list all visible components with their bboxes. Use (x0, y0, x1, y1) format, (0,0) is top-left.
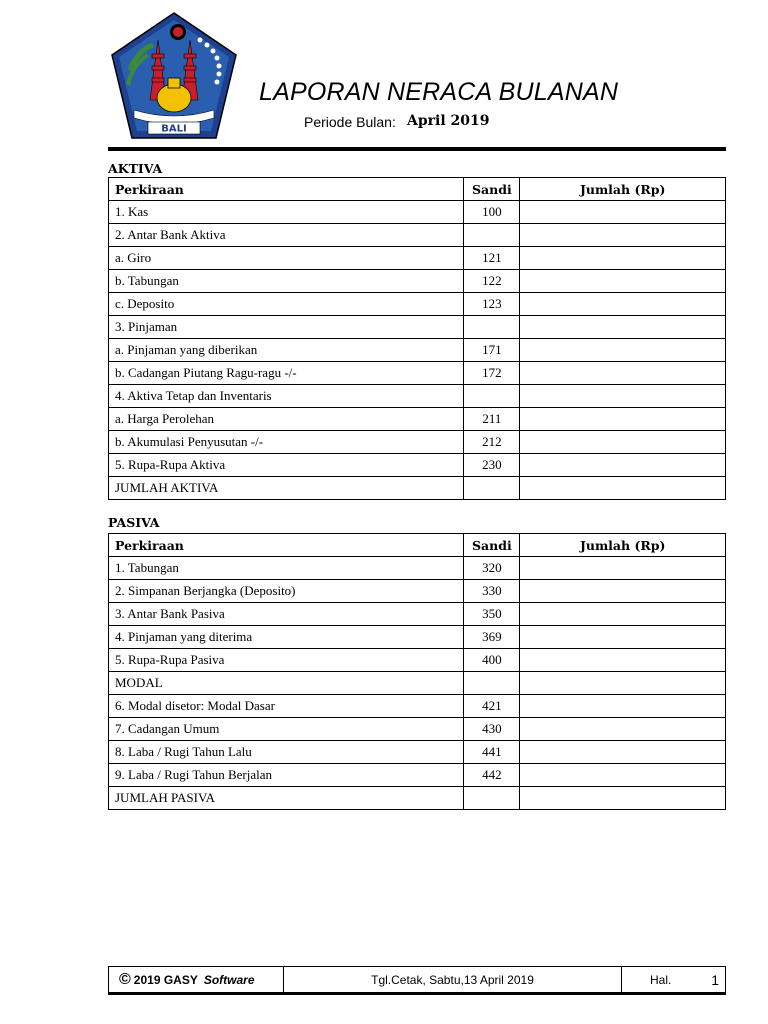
table-row (109, 316, 726, 339)
table-row (109, 408, 726, 431)
row-perkiraan: 8. Laba / Rugi Tahun Lalu (109, 741, 464, 764)
table-row (109, 672, 726, 695)
row-perkiraan: JUMLAH PASIVA (109, 787, 464, 810)
row-sandi (464, 385, 520, 408)
row-sandi (464, 672, 520, 695)
table-row (109, 385, 726, 408)
pasiva-table (108, 533, 726, 810)
row-sandi: 212 (464, 431, 520, 454)
table-row (109, 362, 726, 385)
row-sandi: 121 (464, 247, 520, 270)
table-row (109, 695, 726, 718)
row-perkiraan: 2. Simpanan Berjangka (Deposito) (109, 580, 464, 603)
row-perkiraan: 1. Tabungan (109, 557, 464, 580)
period-value: April 2019 (407, 113, 490, 129)
col-sandi: Sandi (464, 534, 520, 557)
table-row (109, 741, 726, 764)
footer-brand (109, 967, 284, 992)
period-label: Periode Bulan: (304, 114, 396, 130)
row-perkiraan: 3. Antar Bank Pasiva (109, 603, 464, 626)
row-sandi: 230 (464, 454, 520, 477)
table-row (109, 201, 726, 224)
footer-bar (108, 966, 726, 995)
aktiva-header-row (109, 178, 726, 201)
row-jumlah[interactable] (520, 764, 726, 787)
row-perkiraan: a. Pinjaman yang diberikan (109, 339, 464, 362)
row-jumlah[interactable] (520, 247, 726, 270)
row-sandi: 172 (464, 362, 520, 385)
table-row (109, 580, 726, 603)
table-row (109, 603, 726, 626)
row-perkiraan: MODAL (109, 672, 464, 695)
row-perkiraan: a. Harga Perolehan (109, 408, 464, 431)
row-jumlah[interactable] (520, 718, 726, 741)
row-sandi: 441 (464, 741, 520, 764)
table-row (109, 431, 726, 454)
row-perkiraan: JUMLAH AKTIVA (109, 477, 464, 500)
row-sandi: 442 (464, 764, 520, 787)
row-sandi: 100 (464, 201, 520, 224)
row-jumlah[interactable] (520, 454, 726, 477)
footer-print-date: Tgl.Cetak, Sabtu,13 April 2019 (284, 967, 622, 992)
row-jumlah[interactable] (520, 626, 726, 649)
copyright-icon: © (119, 970, 131, 988)
row-sandi: 211 (464, 408, 520, 431)
row-jumlah[interactable] (520, 431, 726, 454)
row-perkiraan: b. Akumulasi Penyusutan -/- (109, 431, 464, 454)
col-perkiraan: Perkiraan (109, 178, 464, 201)
table-row (109, 626, 726, 649)
table-row (109, 293, 726, 316)
row-perkiraan: 6. Modal disetor: Modal Dasar (109, 695, 464, 718)
table-row (109, 454, 726, 477)
row-perkiraan: 1. Kas (109, 201, 464, 224)
pasiva-header-row (109, 534, 726, 557)
row-jumlah[interactable] (520, 362, 726, 385)
row-perkiraan: a. Giro (109, 247, 464, 270)
row-jumlah[interactable] (520, 580, 726, 603)
aktiva-body (109, 201, 726, 500)
row-jumlah[interactable] (520, 270, 726, 293)
table-row (109, 270, 726, 293)
page-label: Hal. (650, 972, 672, 987)
row-sandi (464, 477, 520, 500)
report-title: LAPORAN NERACA BULANAN (259, 78, 619, 106)
aktiva-label: AKTIVA (108, 161, 163, 176)
row-sandi: 330 (464, 580, 520, 603)
row-sandi: 400 (464, 649, 520, 672)
row-jumlah[interactable] (520, 695, 726, 718)
footer-brand-text: 2019 GASY (133, 972, 198, 987)
row-jumlah[interactable] (520, 787, 726, 810)
row-sandi: 123 (464, 293, 520, 316)
row-jumlah[interactable] (520, 557, 726, 580)
row-sandi (464, 224, 520, 247)
row-perkiraan: 9. Laba / Rugi Tahun Berjalan (109, 764, 464, 787)
row-perkiraan: 3. Pinjaman (109, 316, 464, 339)
col-jumlah: Jumlah (Rp) (520, 178, 726, 201)
pasiva-label: PASIVA (108, 515, 160, 530)
row-sandi: 350 (464, 603, 520, 626)
row-sandi: 122 (464, 270, 520, 293)
col-sandi: Sandi (464, 178, 520, 201)
footer-page (622, 967, 726, 992)
col-jumlah: Jumlah (Rp) (520, 534, 726, 557)
col-perkiraan: Perkiraan (109, 534, 464, 557)
row-jumlah[interactable] (520, 316, 726, 339)
row-perkiraan: 7. Cadangan Umum (109, 718, 464, 741)
row-sandi: 369 (464, 626, 520, 649)
table-row (109, 787, 726, 810)
row-sandi: 430 (464, 718, 520, 741)
table-row (109, 339, 726, 362)
row-sandi: 171 (464, 339, 520, 362)
pasiva-body (109, 557, 726, 810)
row-jumlah[interactable] (520, 477, 726, 500)
bali-logo (108, 10, 240, 142)
row-jumlah[interactable] (520, 672, 726, 695)
row-sandi (464, 787, 520, 810)
table-row (109, 247, 726, 270)
row-jumlah[interactable] (520, 339, 726, 362)
row-sandi: 320 (464, 557, 520, 580)
row-jumlah[interactable] (520, 293, 726, 316)
table-row (109, 718, 726, 741)
row-perkiraan: 4. Aktiva Tetap dan Inventaris (109, 385, 464, 408)
row-perkiraan: b. Tabungan (109, 270, 464, 293)
page-number: 1 (711, 971, 719, 988)
table-row (109, 764, 726, 787)
row-perkiraan: 2. Antar Bank Aktiva (109, 224, 464, 247)
row-jumlah[interactable] (520, 603, 726, 626)
row-perkiraan: c. Deposito (109, 293, 464, 316)
table-row (109, 649, 726, 672)
row-jumlah[interactable] (520, 741, 726, 764)
row-jumlah[interactable] (520, 224, 726, 247)
row-perkiraan: 5. Rupa-Rupa Pasiva (109, 649, 464, 672)
header-divider (108, 147, 726, 151)
table-row (109, 477, 726, 500)
aktiva-table (108, 177, 726, 500)
row-jumlah[interactable] (520, 201, 726, 224)
row-jumlah[interactable] (520, 385, 726, 408)
row-jumlah[interactable] (520, 649, 726, 672)
row-sandi (464, 316, 520, 339)
row-perkiraan: 5. Rupa-Rupa Aktiva (109, 454, 464, 477)
footer-software: Software (203, 972, 255, 987)
table-row (109, 224, 726, 247)
row-sandi: 421 (464, 695, 520, 718)
logo-bali-text: BALI (161, 123, 187, 135)
row-perkiraan: 4. Pinjaman yang diterima (109, 626, 464, 649)
table-row (109, 557, 726, 580)
row-perkiraan: b. Cadangan Piutang Ragu-ragu -/- (109, 362, 464, 385)
row-jumlah[interactable] (520, 408, 726, 431)
